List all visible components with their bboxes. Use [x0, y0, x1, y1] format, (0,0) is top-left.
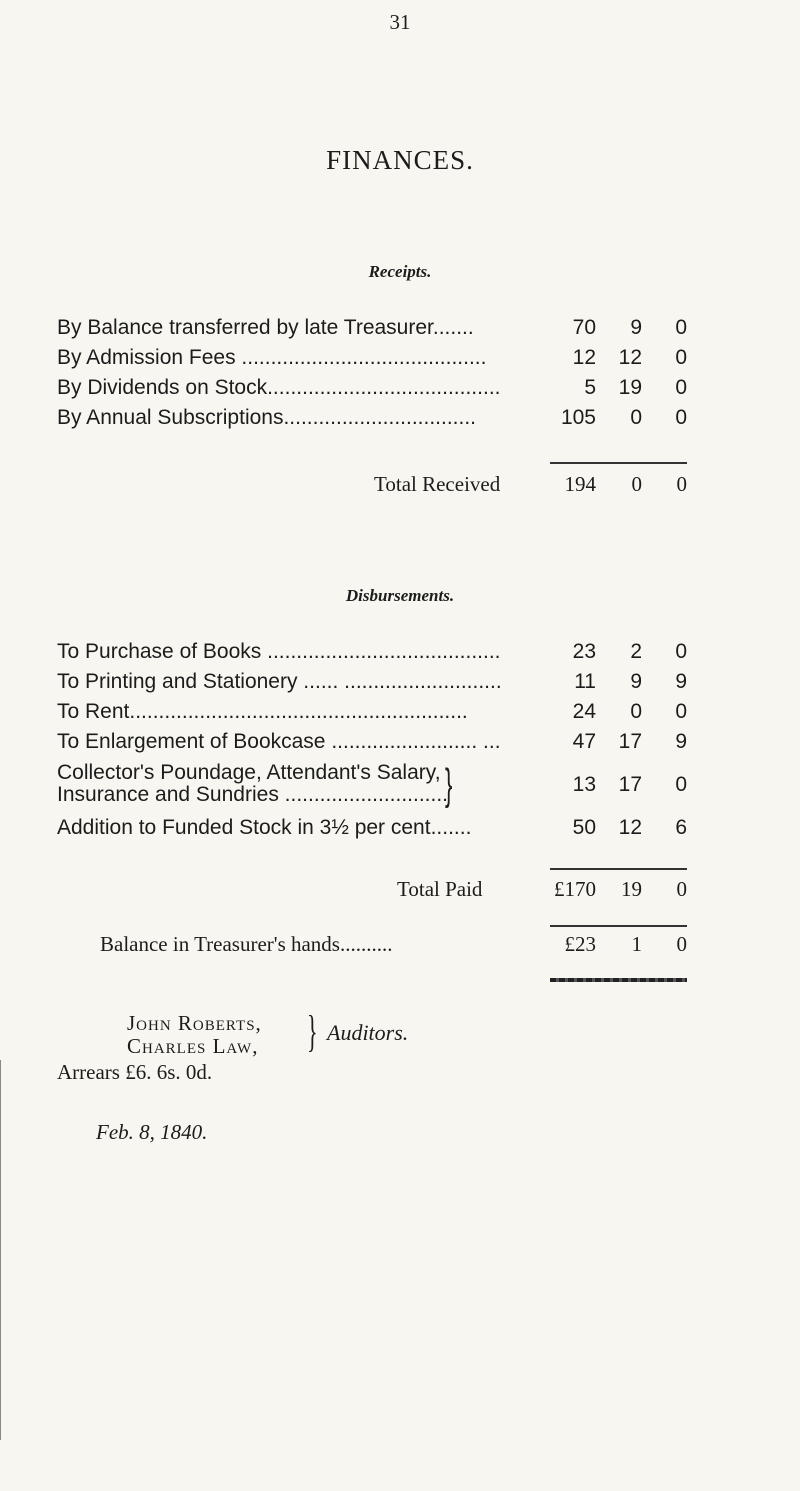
receipts-total-row	[57, 472, 697, 502]
row-shillings: 17	[618, 730, 642, 753]
disbursements-heading: Disbursements.	[345, 586, 455, 605]
row-label	[57, 762, 448, 806]
row-pence: 0	[675, 346, 687, 369]
row-shillings: 17	[618, 773, 642, 796]
total-pence: 0	[676, 472, 687, 496]
disbursement-row	[57, 700, 697, 730]
row-label: By Annual Subscriptions.................................	[57, 406, 477, 429]
balance-label: Balance in Treasurer's hands..........	[100, 932, 393, 956]
arrears-note: Arrears £6. 6s. 0d.	[57, 1060, 213, 1084]
disbursement-row	[57, 730, 697, 760]
disbursements-total-row	[57, 877, 697, 907]
row-label: To Rent..........................................................	[57, 700, 468, 723]
balance-pence: 0	[676, 932, 687, 956]
row-shillings: 9	[630, 670, 642, 693]
row-label-line1: Collector's Poundage, Attendant's Salary,	[57, 761, 441, 784]
balance-double-rule	[550, 978, 687, 982]
row-shillings: 9	[630, 316, 642, 339]
row-pounds: 70	[572, 316, 596, 339]
row-label: To Printing and Stationery ...... ...........................	[57, 670, 502, 693]
row-pence: 6	[675, 816, 687, 839]
balance-row	[57, 932, 697, 962]
total-pounds: 194	[564, 472, 596, 496]
total-pence: 0	[676, 877, 687, 901]
row-label: To Purchase of Books ........................................	[57, 640, 501, 663]
total-shillings: 0	[631, 472, 642, 496]
row-pence: 0	[675, 376, 687, 399]
auditors-label: Auditors.	[327, 1020, 409, 1045]
total-label: Total Paid	[397, 877, 483, 901]
page-title: FINANCES.	[326, 145, 474, 175]
row-shillings: 12	[618, 346, 642, 369]
row-pounds: 24	[572, 700, 596, 723]
row-shillings: 0	[630, 700, 642, 723]
row-pounds: 5	[584, 376, 596, 399]
row-pounds: 47	[572, 730, 596, 753]
page-number: 31	[389, 10, 411, 34]
row-label: By Admission Fees ..........................................	[57, 346, 487, 369]
row-pence: 0	[675, 640, 687, 663]
row-shillings: 19	[618, 376, 642, 399]
row-pence: 0	[675, 773, 687, 796]
row-pounds: 105	[560, 406, 596, 429]
balance-rule	[550, 925, 687, 927]
receipt-row	[57, 376, 697, 406]
disbursement-row	[57, 762, 697, 810]
disbursement-row	[57, 816, 697, 846]
row-pounds: 13	[572, 773, 596, 796]
margin-line	[0, 1060, 1, 1440]
total-shillings: 19	[621, 877, 642, 901]
row-pence: 9	[675, 730, 687, 753]
row-pounds: 12	[572, 346, 596, 369]
balance-shillings: 1	[631, 932, 642, 956]
row-label: To Enlargement of Bookcase ......................... ...	[57, 730, 501, 753]
auditor-brace-glyph: }	[307, 1007, 318, 1056]
row-pence: 0	[675, 316, 687, 339]
row-pence: 9	[675, 670, 687, 693]
receipts-rule	[550, 462, 687, 464]
date-line: Feb. 8, 1840.	[96, 1120, 208, 1144]
row-shillings: 12	[618, 816, 642, 839]
row-pounds: 23	[572, 640, 596, 663]
row-label-line2: Insurance and Sundries ............................	[57, 783, 449, 806]
row-pence: 0	[675, 406, 687, 429]
auditor-names	[127, 1012, 262, 1058]
auditor-name: Charles Law,	[127, 1034, 259, 1058]
row-shillings: 0	[630, 406, 642, 429]
receipt-row	[57, 316, 697, 346]
row-shillings: 2	[630, 640, 642, 663]
total-pounds: £170	[554, 877, 596, 901]
row-label: By Dividends on Stock........................................	[57, 376, 501, 399]
row-label: Addition to Funded Stock in 3½ per cent.......	[57, 816, 472, 839]
disbursements-rule	[550, 868, 687, 870]
row-label: By Balance transferred by late Treasurer.......	[57, 316, 474, 339]
disbursement-row	[57, 670, 697, 700]
row-pounds: 50	[572, 816, 596, 839]
receipt-row	[57, 346, 697, 376]
receipt-row	[57, 406, 697, 436]
row-pence: 0	[675, 700, 687, 723]
receipts-heading: Receipts.	[368, 262, 432, 281]
auditor-name: John Roberts,	[127, 1011, 262, 1035]
row-pounds: 11	[574, 670, 596, 693]
disbursement-row	[57, 640, 697, 670]
brace-glyph: }	[445, 760, 453, 809]
balance-pounds: £23	[564, 932, 596, 956]
total-label: Total Received	[374, 472, 501, 496]
